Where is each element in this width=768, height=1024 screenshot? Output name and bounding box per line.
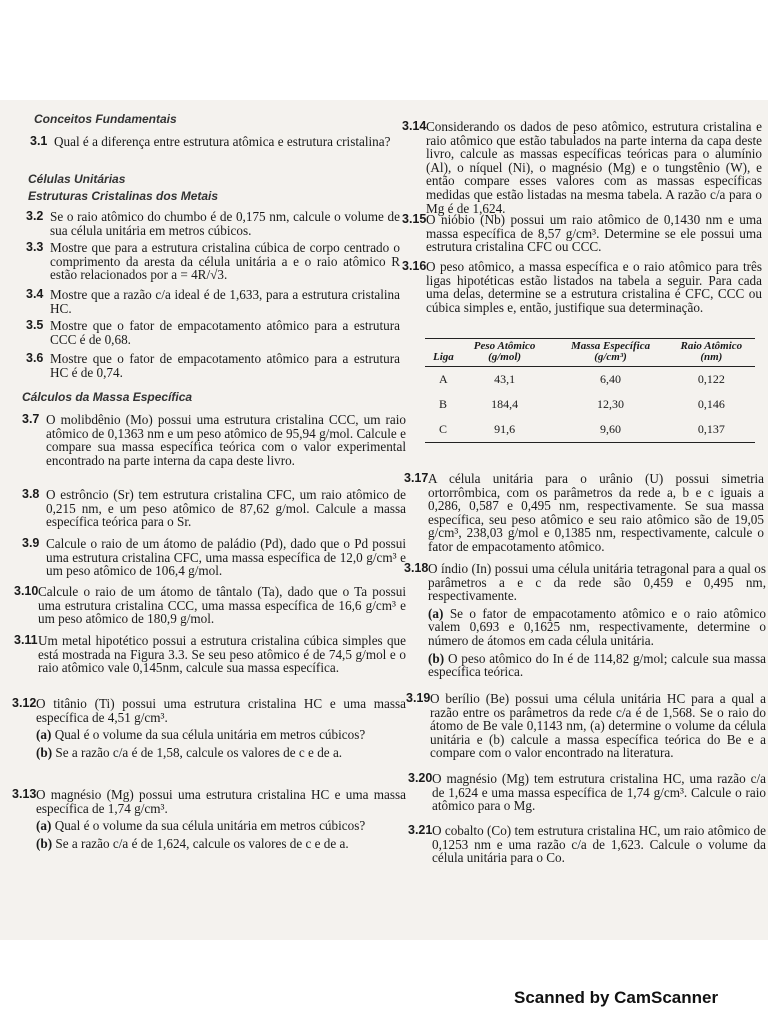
exercise-3-16: 3.16 O peso atômico, a massa específica e o raio atômico para três ligas hipotéticas estão listados na tabela a seguir. Para cada uma delas, determine se a estrutura cristalina é CFC, CCC ou cúbica simples e, então, justifique sua determinação. — [402, 259, 762, 315]
exercise-3-18: 3.18 O índio (In) possui uma célula unitária tetragonal para a qual os parâmetros a e c da rede são 0,459 e 0,495 nm, respectivamente. (a) Se o fator de empacotamento atômico e o raio atômico valem 0,693 e 0,1625 nm, respectivamente, determine o número de átomos em cada célula unitária. (b) O peso atômico do In é de 114,82 g/mol; calcule sua massa específica teórica. — [404, 561, 767, 680]
table-header: Peso Atômico (g/mol) — [456, 339, 554, 367]
alloy-data-table — [425, 338, 755, 443]
table-header: Massa Específica (g/cm³) — [553, 339, 667, 367]
exercise-3-6: 3.6 Mostre que o fator de empacotamento atômico para a estrutura HC é de 0,74. — [26, 351, 400, 380]
table-cell: 6,40 — [600, 372, 622, 386]
table-cell: A — [439, 372, 448, 386]
exercise-part-b: (b) Se a razão c/a é de 1,58, calcule os valores de c e de a. — [36, 744, 343, 760]
section-heading: Conceitos Fundamentais — [34, 112, 177, 126]
exercise-3-17: 3.17 A célula unitária para o urânio (U) possui simetria ortorrômbica, com os parâmetros da rede a, b e c iguais a 0,286, 0,587 e 0,495 nm, respectivamente. Se sua massa específica, seu peso atômico e seu raio atômico são de 19,05 g/cm³, 238,03 g/mol e 0,1385 nm, respectivamente, calcule o fator de empacotamento atômico. — [404, 471, 764, 554]
table-cell: 9,60 — [553, 417, 667, 443]
exercise-3-14: 3.14 Considerando os dados de peso atômico, estrutura cristalina e raio atômico que estão tabulados na parte interna da capa deste livro, calcule as massas específicas teóricas para o alumínio (Al), o níquel (Ni), o magnésio (Mg) e o tungstênio (W), e então compare esses valores com as massas específicas medidas que estão listadas na mesma tabela. A razão c/a para o Mg é de 1,624. — [402, 119, 762, 216]
table-cell: 0,137 — [668, 417, 755, 443]
table-cell: 0,146 — [697, 397, 725, 411]
table-cell: 43,1 — [494, 372, 516, 386]
exercise-3-3: 3.3 Mostre que para a estrutura cristalina cúbica de corpo centrado o comprimento da aresta da célula unitária a e o raio atômico R estão relacionados por a = 4R/√3. — [26, 240, 400, 283]
exercise-3-21: 3.21 O cobalto (Co) tem estrutura cristalina HC, um raio atômico de 0,1253 nm e uma razão c/a de 1,623. Calcule o volume da célula unitária para o Co. — [408, 823, 766, 866]
section-heading: Estruturas Cristalinas dos Metais — [28, 189, 219, 203]
table-header: Liga — [425, 339, 456, 367]
exercise-3-8: 3.8 O estrôncio (Sr) tem estrutura cristalina CFC, um raio atômico de 0,215 nm, e um peso atômico de 87,62 g/mol. Calcule a massa específica teórica para o Sr. — [22, 487, 406, 530]
table-row — [425, 392, 755, 417]
section-heading: Cálculos da Massa Específica — [22, 390, 193, 404]
exercise-3-11: 3.11 Um metal hipotético possui a estrutura cristalina cúbica simples que está mostrada na Figura 3.3. Se seu peso atômico é de 74,5 g/mol e o raio atômico vale 0,145nm, calcule sua massa específica. — [14, 633, 406, 676]
table-row — [425, 417, 755, 443]
exercise-part-b: (b) Se a razão c/a é de 1,624, calcule os valores de c e de a. — [36, 835, 349, 851]
exercise-3-9: 3.9 Calcule o raio de um átomo de paládio (Pd), dado que o Pd possui uma estrutura cristalina CFC, uma massa específica de 12,0 g/cm³ e um peso atômico de 106,4 g/mol. — [22, 536, 406, 579]
table-header: Raio Atômico (nm) — [668, 339, 755, 367]
table-cell: 184,4 — [491, 397, 519, 411]
exercise-3-19: 3.19 O berílio (Be) possui uma célula unitária HC para a qual a razão entre os parâmetros da rede c/a é de 1,568. Se o raio do átomo de Be vale 0,1143 nm, (a) determine o volume da célula unitária e (b) calcule a massa específica teórica do Be e a compare com o valor encontrado na literatura. — [406, 691, 766, 761]
exercise-3-12: 3.12 O titânio (Ti) possui uma estrutura cristalina HC e uma massa específica de 4,51 g/cm³. (a) Qual é o volume da sua célula unitária em metros cúbicos? (b) Se a razão c/a é de 1,58, calcule os valores de c e de a. — [12, 696, 406, 760]
exercise-part-a: (a) Qual é o volume da sua célula unitária em metros cúbicos? — [36, 818, 366, 834]
exercise-3-1: 3.1 Qual é a diferença entre estrutura atômica e estrutura cristalina? — [30, 134, 391, 149]
table-row — [425, 367, 755, 393]
exercise-3-10: 3.10 Calcule o raio de um átomo de tântalo (Ta), dado que o Ta possui uma estrutura cristalina CCC, uma massa específica de 16,6 g/cm³ e um peso atômico de 180,9 g/mol. — [14, 584, 406, 627]
top-margin — [0, 0, 768, 100]
exercise-3-7: 3.7 O molibdênio (Mo) possui uma estrutura cristalina CCC, um raio atômico de 0,1363 nm e um peso atômico de 95,94 g/mol. Calcule e compare sua massa específica teórica com o valor experimental encontrado na parte interna da capa deste livro. — [22, 412, 406, 468]
table-cell: C — [425, 417, 456, 443]
table-cell: 12,30 — [597, 397, 625, 411]
table-cell: 0,122 — [697, 372, 725, 386]
table-cell: B — [439, 397, 448, 411]
exercise-3-13: 3.13 O magnésio (Mg) possui uma estrutura cristalina HC e uma massa específica de 1,74 g/cm³. (a) Qual é o volume da sua célula unitária em metros cúbicos? (b) Se a razão c/a é de 1,624, calcule os valores de c e de a. — [12, 787, 406, 851]
exercise-3-2: 3.2 Se o raio atômico do chumbo é de 0,175 nm, calcule o volume de sua célula unitária em metros cúbicos. — [26, 209, 400, 238]
exercise-part-b: (b) O peso atômico do In é de 114,82 g/mol; calcule sua massa específica teórica. — [428, 650, 766, 680]
exercise-3-15: 3.15 O nióbio (Nb) possui um raio atômico de 0,1430 nm e uma massa específica de 8,57 g/cm³. Determine se ele possui uma estrutura cristalina CFC ou CCC. — [402, 212, 762, 255]
section-heading: Células Unitárias — [28, 172, 126, 186]
exercise-part-a: (a) Se o fator de empacotamento atômico e o raio atômico valem 0,693 e 0,1625 nm, respectivamente, determine o número de átomos em cada célula unitária. — [428, 605, 767, 648]
exercise-part-a: (a) Qual é o volume da sua célula unitária em metros cúbicos? — [36, 727, 366, 743]
table-cell: 91,6 — [456, 417, 554, 443]
exercise-3-5: 3.5 Mostre que o fator de empacotamento atômico para a estrutura CCC é de 0,68. — [26, 318, 400, 347]
scanner-watermark: Scanned by CamScanner — [514, 988, 719, 1007]
exercise-3-4: 3.4 Mostre que a razão c/a ideal é de 1,633, para a estrutura cristalina HC. — [26, 287, 400, 316]
textbook-page — [0, 100, 768, 940]
exercise-3-20: 3.20 O magnésio (Mg) tem estrutura cristalina HC, uma razão c/a de 1,624 e uma massa específica de 1,74 g/cm³. Calcule o raio atômico para o Mg. — [408, 771, 766, 814]
table-header-row — [425, 339, 755, 367]
